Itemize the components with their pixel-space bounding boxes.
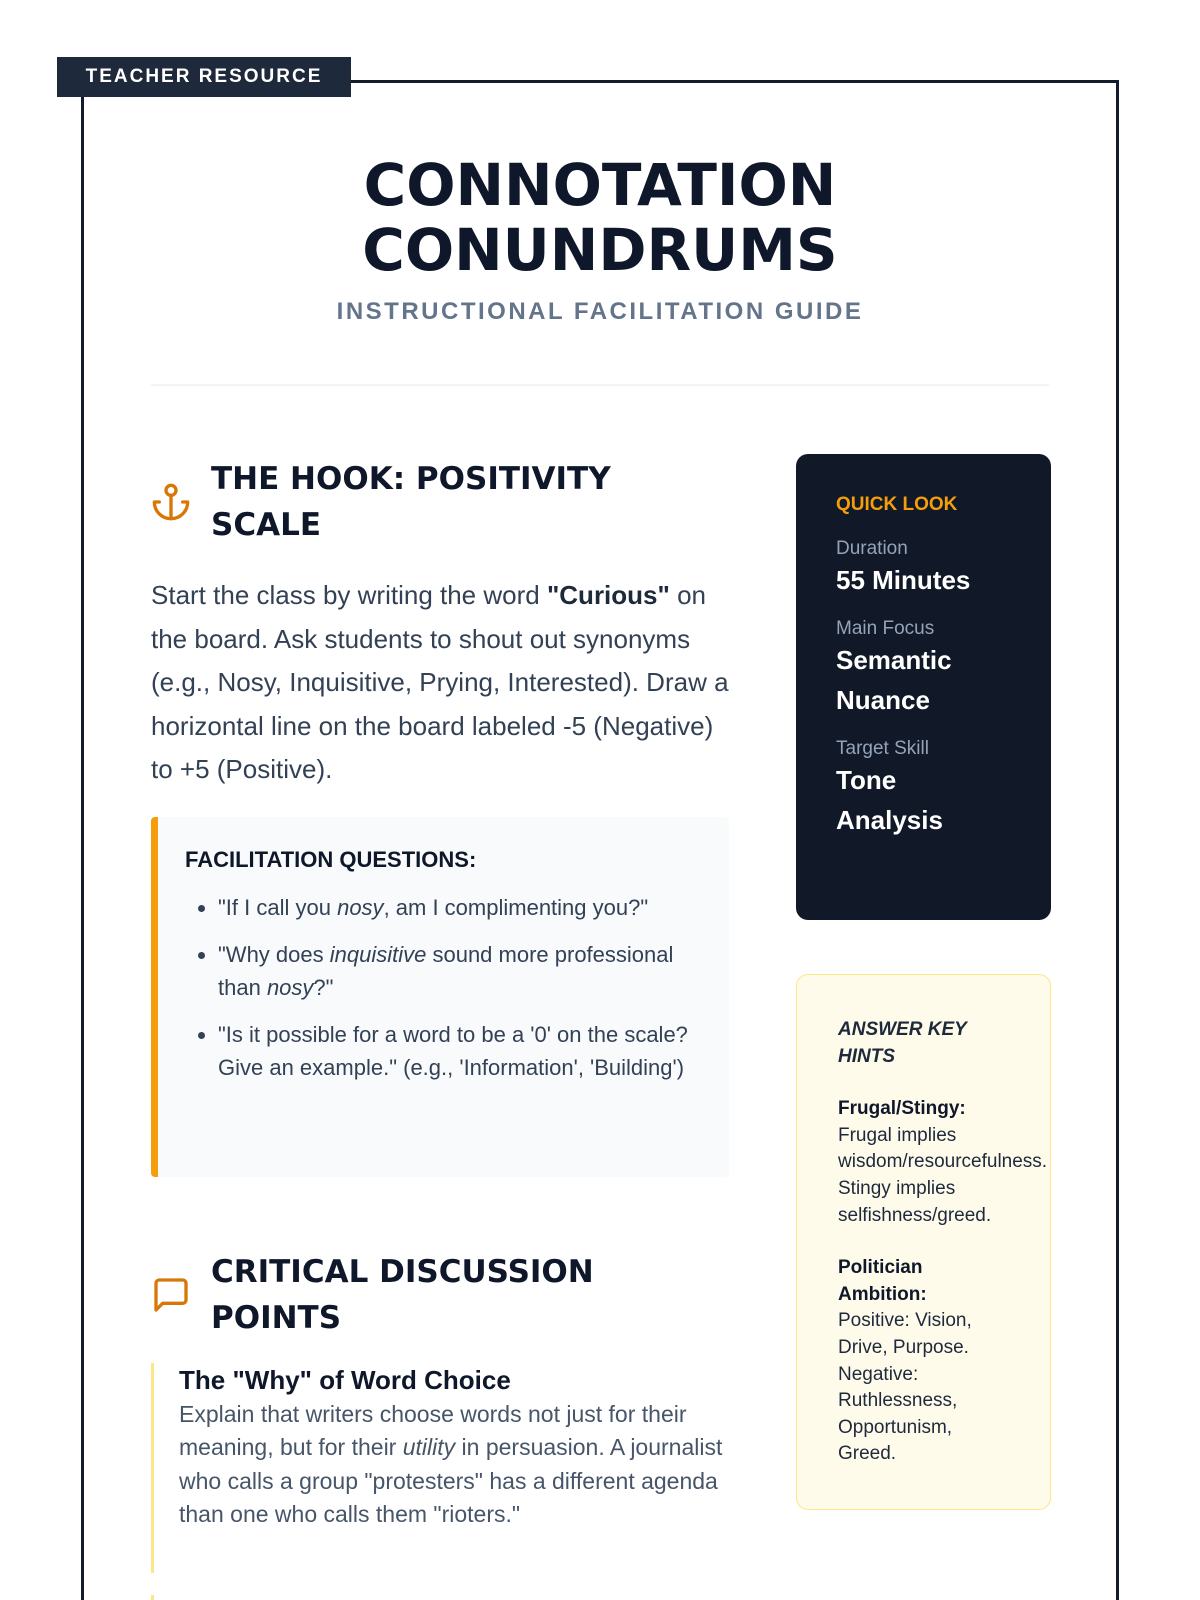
discussion-point-body: Explain that writers choose words not just for their meaning, but for their utility in persuasion. A journalist who calls a group "protesters" has a different agenda than one who calls them "rioters." <box>179 1401 723 1527</box>
hint-frugal-stingy <box>838 1096 1050 1229</box>
highlight-word: "Curious" <box>546 580 670 610</box>
hook-section-title: THE HOOK: POSITIVITY SCALE <box>211 461 611 543</box>
hint-label: Politician Ambition: <box>838 1257 927 1305</box>
question-item: • "If I call you nosy, am I complimenting you?" <box>218 891 699 925</box>
facilitation-questions-list <box>185 891 699 1085</box>
page-title <box>151 153 1049 283</box>
hook-intro-paragraph: Start the class by writing the word "Curious" on the board. Ask students to shout out synonyms (e.g., Nosy, Inquisitive, Prying, Interested). Draw a horizontal line on the board labeled -5 (Negative) to +5 (Positive). <box>151 580 729 784</box>
discussion-point <box>151 1363 731 1573</box>
main-focus-value: Semantic Nuance <box>836 645 952 715</box>
quick-look-card <box>796 454 1051 920</box>
discussion-section-header <box>151 1249 711 1341</box>
title-divider <box>151 384 1049 386</box>
discussion-point-title: The "Why" of Word Choice <box>179 1365 511 1395</box>
teacher-resource-tag: TEACHER RESOURCE <box>57 57 351 97</box>
quick-look-heading: QUICK LOOK <box>836 494 958 515</box>
hint-label: Frugal/Stingy: <box>838 1098 966 1120</box>
question-item: • "Is it possible for a word to be a '0' on the scale? Give an example." (e.g., 'Information', 'Building') <box>218 1018 699 1085</box>
hook-section-header <box>151 456 711 548</box>
hint-text: Positive: Vision, Drive, Purpose. Negative: Ruthlessness, Opportunism, Greed. <box>838 1310 972 1465</box>
anchor-icon <box>151 482 191 522</box>
answer-key-title: ANSWER KEY HINTS <box>838 1019 967 1067</box>
main-focus-label: Main Focus <box>836 618 935 639</box>
facilitation-questions-box <box>151 817 729 1177</box>
chat-bubble-icon <box>151 1275 191 1315</box>
page-subtitle: INSTRUCTIONAL FACILITATION GUIDE <box>336 298 864 325</box>
answer-key-hints-card <box>796 974 1051 1510</box>
title-line-2: CONUNDRUMS <box>362 216 838 284</box>
duration-value: 55 Minutes <box>836 565 971 595</box>
discussion-section-title: CRITICAL DISCUSSION POINTS <box>211 1254 594 1336</box>
title-line-1: CONNOTATION <box>363 151 837 219</box>
duration-label: Duration <box>836 538 908 559</box>
facilitation-questions-heading: FACILITATION QUESTIONS: <box>185 847 477 872</box>
hint-text: Frugal implies wisdom/resourcefulness. Stingy implies selfishness/greed. <box>838 1124 1048 1226</box>
question-item: • "Why does inquisitive sound more professional than nosy?" <box>218 938 699 1005</box>
hint-politician-ambition <box>838 1255 1050 1468</box>
target-skill-value: Tone Analysis <box>836 765 943 835</box>
next-discussion-point-border <box>151 1595 154 1600</box>
target-skill-label: Target Skill <box>836 738 929 759</box>
